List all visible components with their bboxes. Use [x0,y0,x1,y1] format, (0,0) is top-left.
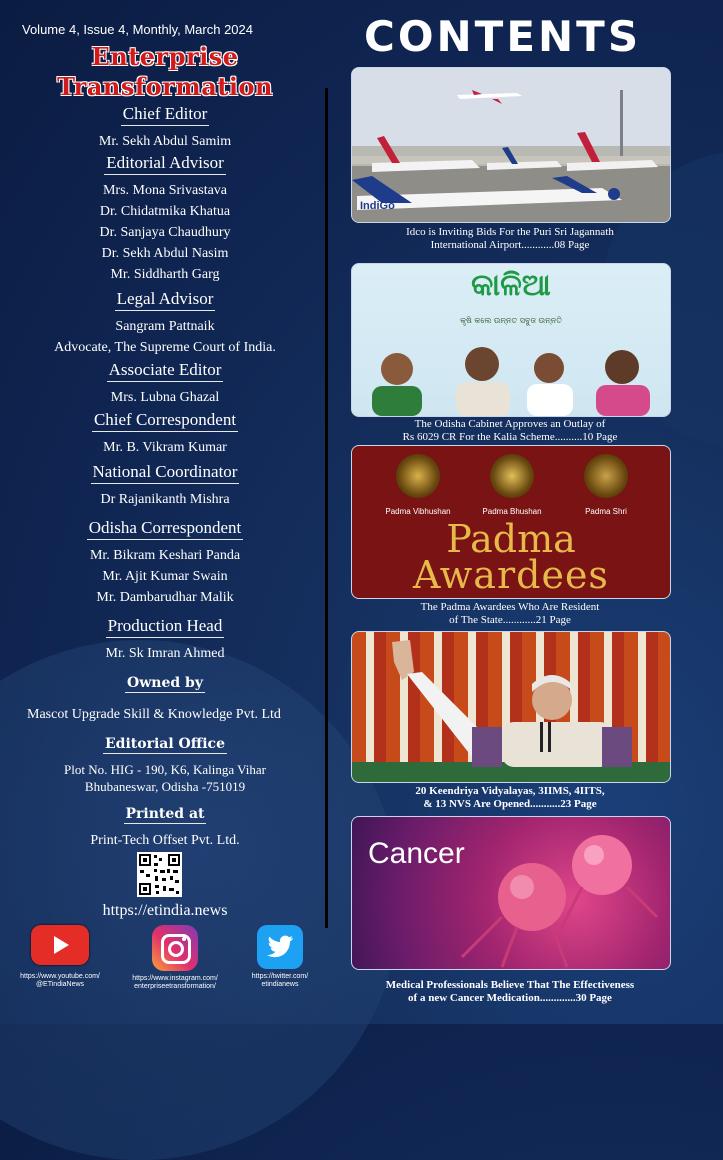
legal-advisor-heading: Legal Advisor [115,289,216,311]
owned-by-name: Mascot Upgrade Skill & Knowledge Pvt. Ltd [27,707,281,722]
caption-line: The Odisha Cabinet Approves an Outlay of [414,418,606,430]
odisha-correspondent-heading: Odisha Correspondent [87,518,244,540]
story-card-kalia[interactable] [351,263,671,417]
advisor-name: Dr. Sanjaya Chaudhury [99,225,231,240]
youtube-url-line-1: https://www.youtube.com/ [20,973,100,980]
masthead [0,100,330,851]
twitter-link[interactable] [240,925,320,989]
caption-line: International Airport............08 Page [430,239,590,251]
story-caption [351,226,669,252]
office-address-line-2: Bhubaneswar, Odisha -751019 [84,779,246,794]
printed-at-heading: Printed at [125,806,205,822]
advisor-name: Dr. Sekh Abdul Nasim [101,246,229,261]
story-card-education[interactable] [351,631,671,783]
editorial-advisor-heading: Editorial Advisor [104,153,226,175]
youtube-icon[interactable] [31,925,89,965]
padma-title-line-2: Awardees [413,553,609,597]
instagram-icon[interactable] [152,925,198,971]
printer-name: Print-Tech Offset Pvt. Ltd. [90,833,240,848]
padma-title-line-1: Padma [446,517,576,561]
award-label: Padma Vibhushan [385,507,451,516]
legal-advisor-name: Sangram Pattnaik [115,319,215,334]
story-caption [351,418,669,444]
production-head-name: Mr. Sk Imran Ahmed [105,646,225,661]
national-coordinator-name: Dr Rajanikanth Mishra [100,492,230,507]
caption-line: & 13 NVS Are Opened...........23 Page [423,798,597,810]
medal-icon [584,454,628,498]
issue-line: Volume 4, Issue 4, Monthly, March 2024 [22,22,253,37]
caption-line: Medical Professionals Believe That The Effectiveness [385,979,635,991]
medal-icon [490,454,534,498]
farmers-image [352,264,670,416]
owned-by-heading: Owned by [127,675,203,691]
caption-line: 20 Keendriya Vidyalayas, 3IIMS, 4IITS, [415,785,605,797]
airline-logo-text: IndiGo [360,200,395,212]
story-caption [351,785,669,811]
odisha-correspondent-name: Mr. Bikram Keshari Panda [89,548,241,563]
twitter-url-line-1: https://twitter.com/ [251,973,309,980]
story-caption [351,979,669,1005]
instagram-link[interactable] [130,925,220,991]
youtube-link[interactable] [20,925,100,989]
legal-advisor-title: Advocate, The Supreme Court of India. [54,340,276,355]
caption-line: The Padma Awardees Who Are Resident [420,601,600,613]
production-head-heading: Production Head [106,616,225,638]
associate-editor-name: Mrs. Lubna Ghazal [110,390,220,405]
chief-editor-name: Mr. Sekh Abdul Samim [98,134,232,149]
brand-line-1: Enterprise [91,42,239,71]
kalia-tagline: କୃଷି କଲେ ଉନ୍ନତ ସବୁଜ ଉନ୍ନତି [460,316,562,325]
twitter-url-line-2: etindianews [261,981,299,988]
odisha-correspondent-name: Mr. Ajit Kumar Swain [102,569,228,584]
instagram-url-line-1: https://www.instagram.com/ [132,975,218,982]
story-card-cancer[interactable] [351,816,671,970]
qr-code[interactable] [137,852,182,897]
chief-correspondent-heading: Chief Correspondent [92,410,238,432]
odisha-correspondent-name: Mr. Dambarudhar Malik [96,590,234,605]
caption-line: of a new Cancer Medication.............30 Page [408,992,612,1004]
office-address-line-1: Plot No. HIG - 190, K6, Kalinga Vihar [64,762,266,777]
caption-line: of The State............21 Page [449,614,571,626]
story-card-padma[interactable] [351,445,671,599]
national-coordinator-heading: National Coordinator [91,462,240,484]
airport-image [352,68,670,222]
youtube-url-line-2: @ETindiaNews [35,981,85,988]
twitter-icon[interactable] [257,925,303,969]
chief-correspondent-name: Mr. B. Vikram Kumar [103,440,227,455]
associate-editor-heading: Associate Editor [107,360,224,382]
caption-line: Rs 6029 CR For the Kalia Scheme..........10 Page [402,431,618,443]
medal-icon [396,454,440,498]
brand-line-2: Transformation [57,72,273,101]
caption-line: Idco is Inviting Bids For the Puri Sri Jagannath [406,226,614,238]
story-card-airport[interactable] [351,67,671,223]
contents-title: CONTENTS [364,12,642,61]
story-caption [351,601,669,627]
kalia-logo-text: କାଳିଆ [471,268,551,303]
instagram-url-line-2: enterpriseetransformation/ [134,983,216,990]
award-label: Padma Shri [585,507,627,516]
cancer-title: Cancer [368,837,465,870]
chief-editor-heading: Chief Editor [121,104,210,126]
advisor-name: Dr. Chidatmika Khatua [99,204,231,219]
editorial-office-heading: Editorial Office [105,736,225,752]
award-label: Padma Bhushan [482,507,542,516]
website-link[interactable]: https://etindia.news [102,902,228,919]
advisor-name: Mrs. Mona Srivastava [102,183,228,198]
speech-image [352,632,670,782]
advisor-name: Mr. Siddharth Garg [110,267,220,282]
